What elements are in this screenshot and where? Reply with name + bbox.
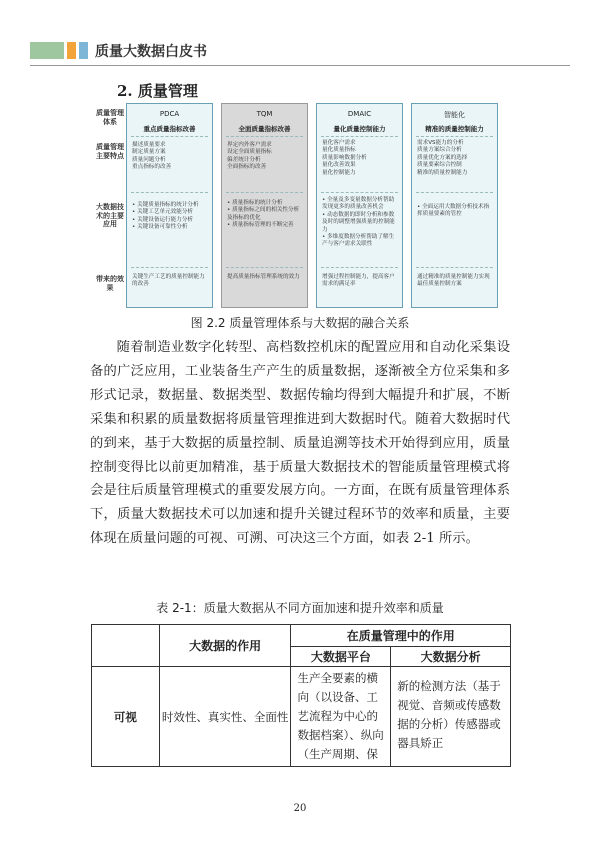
feature-item: 精准的质量控制能力 — [417, 169, 468, 176]
header-decor-orange — [67, 42, 76, 59]
divider — [321, 192, 398, 193]
feature-item: 质量优化方案的选择 — [417, 154, 468, 161]
feature-item: 需求VS能力的分析 — [417, 140, 464, 146]
row-analysis: 新的检测方法（基于视觉、音频或传感数据的分析）传感器或器具矫正 — [391, 667, 511, 767]
application-item: • 关键设备运行能力分析 — [132, 217, 209, 224]
quality-management-figure — [96, 103, 508, 311]
column-title: 智能化 — [444, 111, 465, 119]
feature-item: 质量要素综合控制 — [417, 162, 462, 169]
table-row — [92, 667, 511, 767]
header-platform: 大数据平台 — [291, 647, 391, 667]
feature-item: 偏差统计分析 — [227, 156, 261, 163]
effect-text: 提高质量指标管理系统的效力 — [227, 274, 300, 280]
divider — [416, 192, 493, 193]
feature-item: 量化改善效果 — [322, 162, 356, 169]
header-analysis: 大数据分析 — [391, 647, 511, 667]
column-dmaic — [316, 103, 403, 308]
column-subtitle: 全面质量指标改善 — [238, 125, 291, 133]
row-aspect: 可视 — [92, 667, 160, 767]
column-title: TQM — [256, 110, 273, 118]
features-list — [132, 142, 209, 172]
feature-item: 质量影响数据分析 — [322, 154, 367, 161]
application-item: • 全面运用大数据分析技术指挥质量要素的管控 — [417, 204, 494, 219]
features-list — [417, 140, 494, 177]
row-label-system: 质量管理体系 — [96, 109, 124, 126]
applications-list — [417, 204, 494, 219]
figure-caption: 图 2.2 质量管理体系与大数据的融合关系 — [190, 316, 410, 330]
effect-text: 增强过程控制能力，提高客户需求的满足率 — [322, 274, 395, 288]
header-title: 质量大数据白皮书 — [95, 44, 207, 60]
column-title: PDCA — [159, 110, 180, 118]
row-label-effect: 带来的效果 — [96, 275, 124, 292]
efficiency-table — [91, 624, 511, 767]
row-label-applications: 大数据技术的主要应用 — [96, 203, 124, 229]
application-item: • 质量指标的统计分析 — [227, 200, 304, 207]
application-item: • 关键工艺单元效能分析 — [132, 209, 209, 216]
divider — [321, 136, 398, 137]
column-title: DMAIC — [347, 110, 372, 118]
section-title: 2. 质量管理 — [117, 82, 198, 100]
column-pdca — [126, 103, 213, 308]
column-tqm — [221, 103, 308, 308]
row-role: 时效性、真实性、全面性 — [159, 667, 291, 767]
applications-list — [227, 200, 304, 230]
row-label-features: 质量管理主要特点 — [96, 143, 124, 160]
application-item: • 全量及多变量数据分析帮助发现更多的质量改善机会 — [322, 197, 399, 212]
page-number: 20 — [293, 803, 307, 814]
column-subtitle: 量化质量控制能力 — [333, 125, 386, 133]
divider — [226, 136, 303, 137]
feature-item: 质量问题分析 — [132, 156, 166, 163]
header-role: 大数据的作用 — [159, 625, 291, 667]
body-paragraph — [90, 336, 510, 551]
divider — [226, 192, 303, 193]
header-divider — [30, 65, 570, 66]
applications-list — [322, 197, 399, 249]
feature-item: 量化客户需求 — [322, 140, 356, 146]
header-group: 在质量管理中的作用 — [291, 625, 511, 647]
features-list — [227, 142, 304, 172]
table-corner-cell — [92, 625, 160, 667]
feature-item: 重点指标的改善 — [132, 164, 172, 171]
application-item: • 多维度数据分析帮助了解生产与客户需求关联性 — [322, 234, 399, 249]
table-caption: 表 2-1：质量大数据从不同方面加速和提升效率和质量 — [156, 601, 444, 615]
effect-text: 关键生产工艺的质量控制能力的改善 — [132, 274, 205, 288]
application-item: • 质量指标之间的相关性分析及指标的优化 — [227, 207, 304, 222]
application-item: • 关键质量指标的统计分析 — [132, 202, 209, 209]
application-item: • 动态数据的即时分析和参数及时的调整增强质量的控制能力 — [322, 212, 399, 234]
column-intelligent — [411, 103, 498, 308]
feature-item: 量化控制能力 — [322, 169, 356, 176]
application-item: • 关键设备可靠性分析 — [132, 224, 209, 231]
column-subtitle: 精准的质量控制能力 — [425, 125, 484, 133]
feature-item: 设定全面质量指标 — [227, 149, 272, 156]
paragraph-text: 随着制造业数字化转型、高档数控机床的配置应用和自动化采集设备的广泛应用，工业装备生产产生的质量数据，逐渐被全方位采集和多形式记录，数据量、数据类型、数据传输均得到大幅提升和扩展，不断采集和积累的质量数据将质量管理推进到大数据时代。随着大数据时代的到来，基于大数据的质量控制、质量追溯等技术开始得到应用，质量控制变得比以前更加精准，基于质量大数据技术的智能质量管理模式将会是往后质量管理模式的重要发展方向。一方面，在既有质量管理体系下，质量大数据技术可以加速和提升关键过程环节的效率和质量，主要体现在质量问题的可视、可溯、可决这三个方面，如表 2-1 所示。 — [90, 340, 510, 547]
divider — [416, 267, 493, 268]
divider — [131, 136, 208, 137]
divider — [321, 267, 398, 268]
feature-item: 描述质量要求 — [132, 142, 166, 148]
applications-list — [132, 202, 209, 232]
divider — [131, 267, 208, 268]
feature-item: 制定质量方案 — [132, 149, 166, 156]
effect-text: 通过精准的质量控制能力实现最佳质量控制方案 — [417, 274, 490, 288]
feature-item: 全面指标的改善 — [227, 164, 267, 171]
header-decor-green — [30, 42, 64, 59]
application-item: • 质量指标管理的不断完善 — [227, 222, 304, 229]
column-subtitle: 重点质量指标改善 — [143, 125, 196, 133]
divider — [131, 192, 208, 193]
feature-item: 质量方案综合分析 — [417, 147, 462, 154]
header-decor-blue — [79, 42, 88, 59]
feature-item: 量化质量指标 — [322, 147, 356, 154]
features-list — [322, 140, 399, 177]
divider — [416, 136, 493, 137]
divider — [226, 267, 303, 268]
row-platform: 生产全要素的横向（以设备、工艺流程为中心的数据档案）、纵向（生产周期、保 — [291, 667, 391, 767]
feature-item: 界定内外客户需求 — [227, 142, 272, 148]
